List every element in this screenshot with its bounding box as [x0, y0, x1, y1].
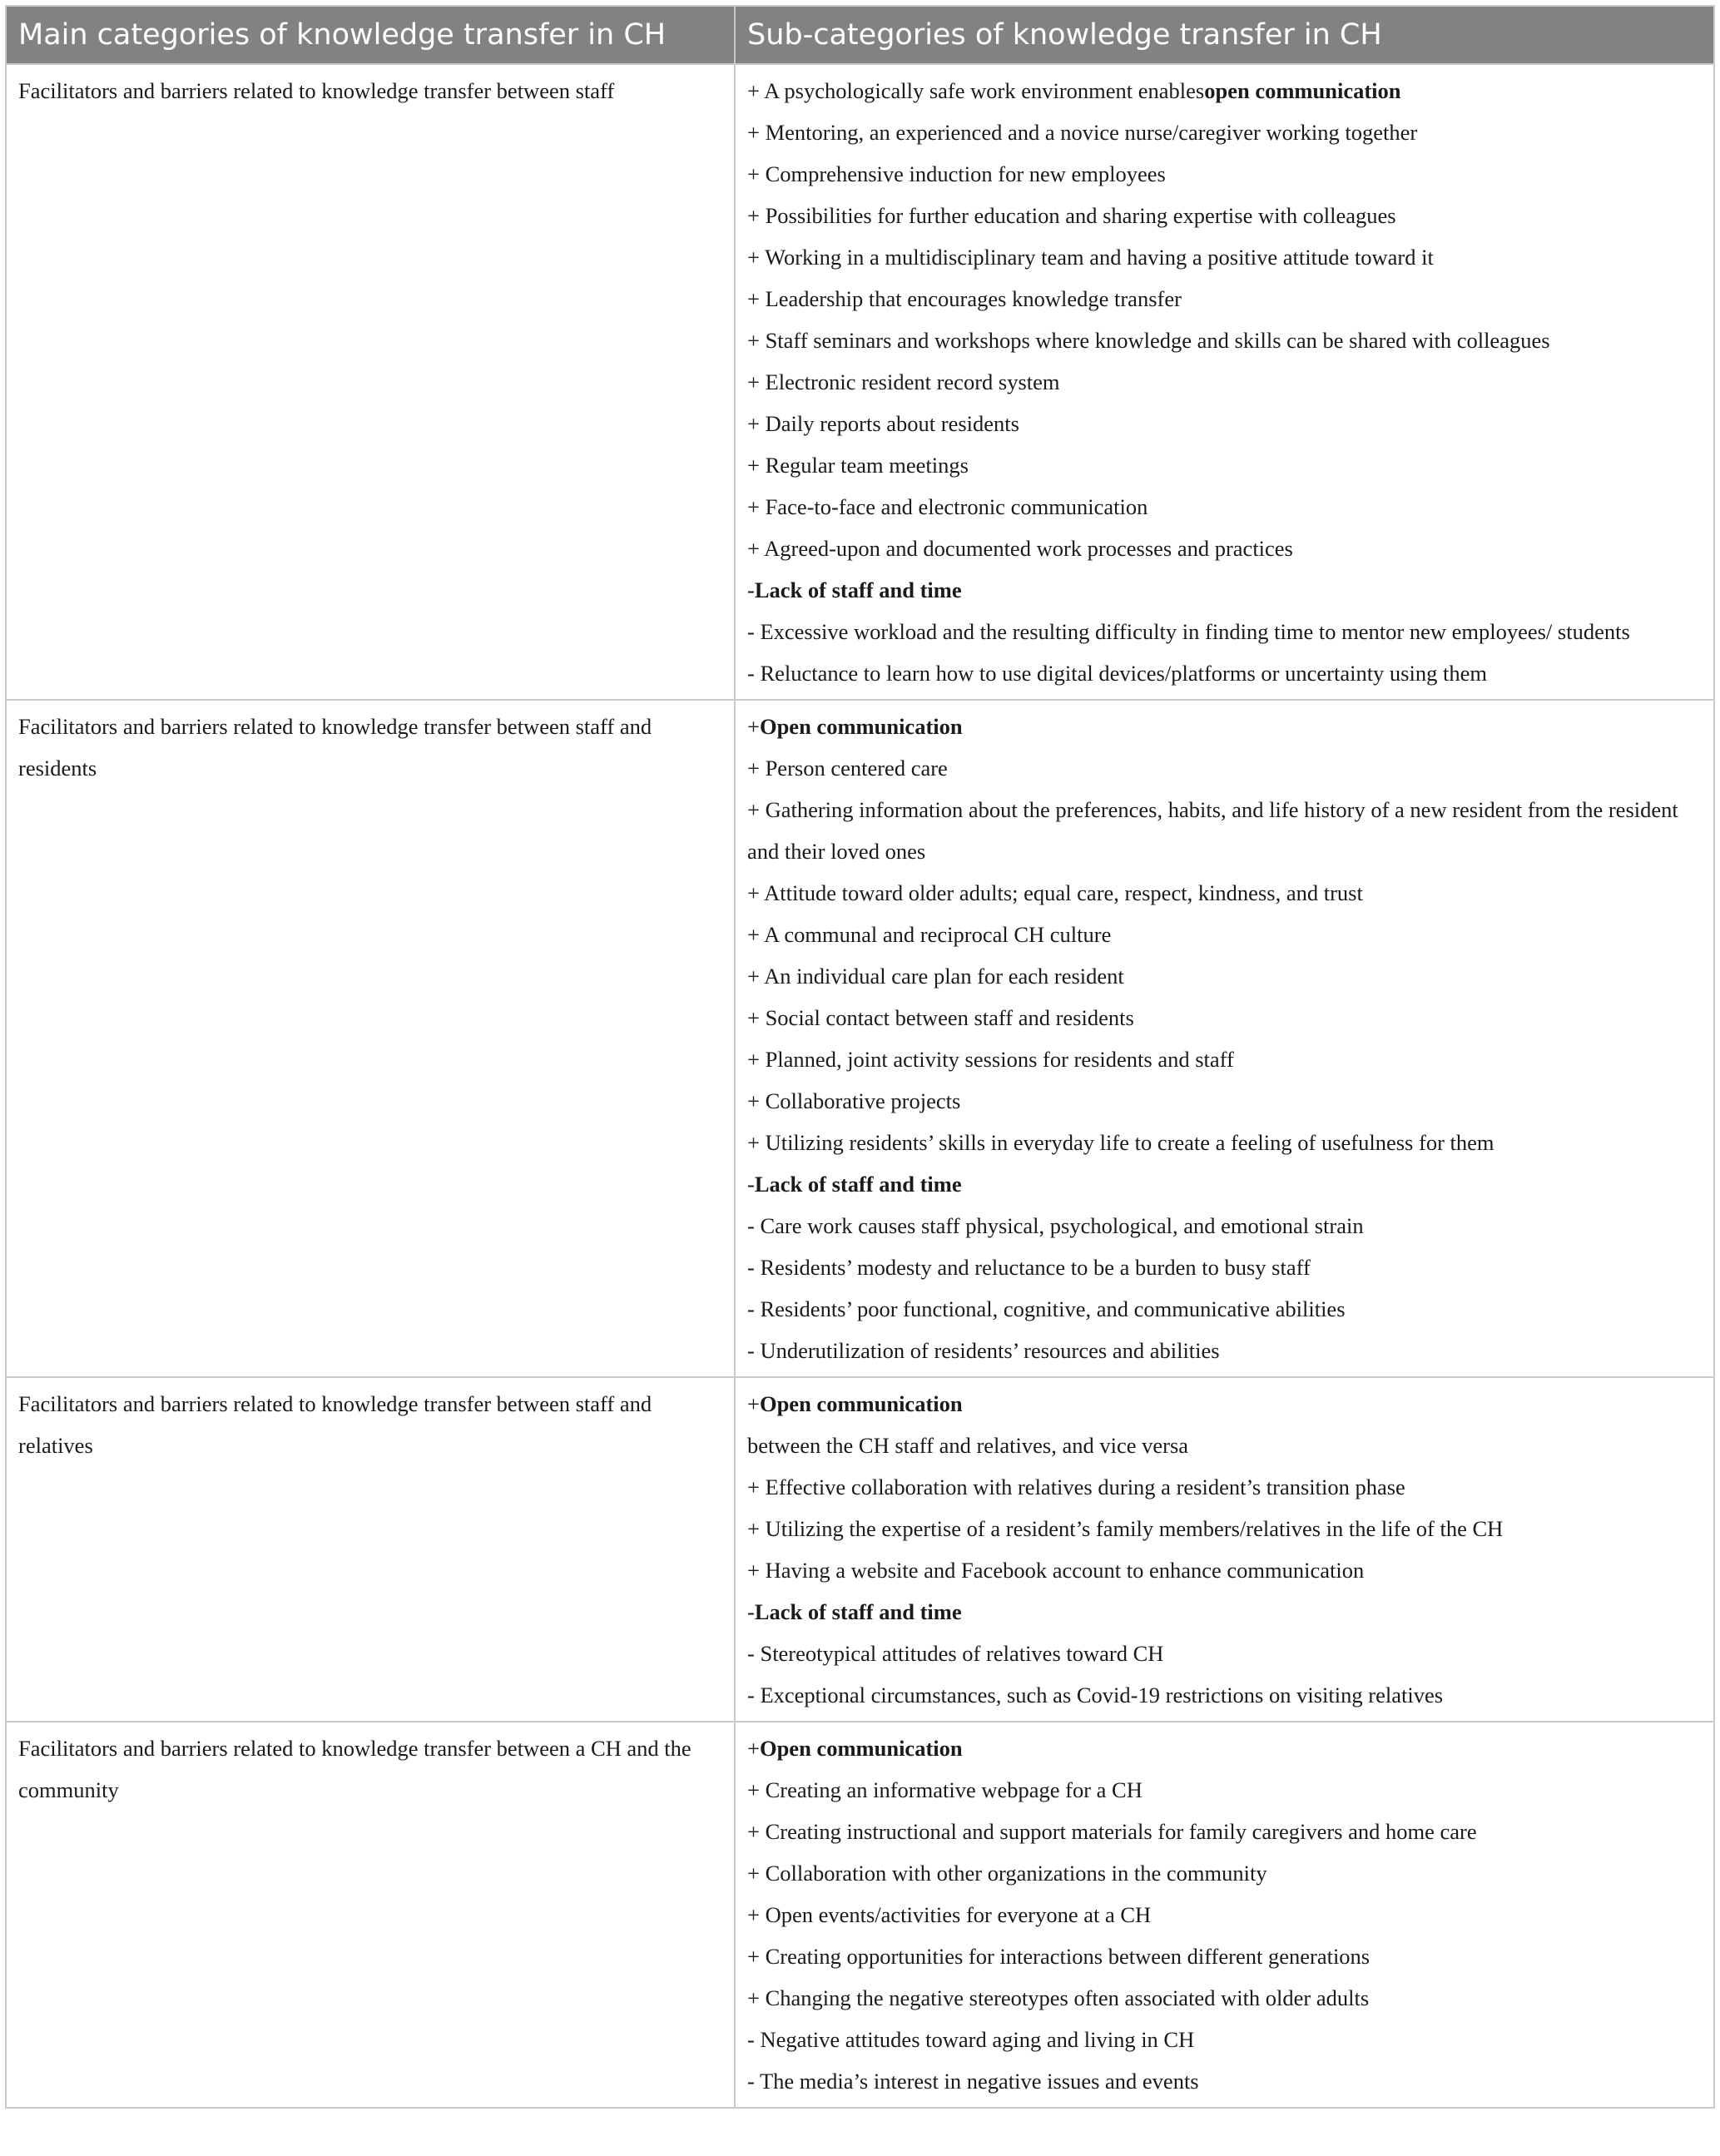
sub-category-text: + A psychologically safe work environment enables [747, 78, 1205, 103]
sub-category-item [747, 1466, 1702, 1508]
main-category-text: Facilitators and barriers related to knowledge transfer between staff and residents [18, 714, 652, 781]
sub-category-item [747, 1122, 1702, 1163]
sub-category-item [747, 1383, 1702, 1425]
sub-category-item [747, 1508, 1702, 1549]
sub-category-item [747, 1633, 1702, 1674]
sub-category-text: - The media’s interest in negative issues and events [747, 2069, 1199, 2094]
sub-category-item [747, 1425, 1702, 1466]
sub-category-text: + Collaborative projects [747, 1088, 961, 1113]
sub-category-text: + Having a website and Facebook account to enhance communication [747, 1558, 1365, 1583]
sub-category-item [747, 2019, 1702, 2060]
sub-category-emphasis: Open communication [759, 1391, 963, 1416]
table-row [6, 1722, 1714, 2108]
sub-category-item [747, 70, 1702, 112]
sub-category-item [747, 1977, 1702, 2019]
sub-category-item [747, 1935, 1702, 1977]
sub-category-item [747, 569, 1702, 611]
main-category-text: Facilitators and barriers related to knowledge transfer between staff and relatives [18, 1391, 652, 1458]
sub-category-item [747, 1038, 1702, 1080]
sub-category-item [747, 236, 1702, 278]
sub-category-item [747, 789, 1702, 872]
sub-category-text: - [747, 1599, 755, 1624]
sub-category-emphasis: Lack of staff and time [754, 577, 962, 602]
sub-category-item [747, 1080, 1702, 1122]
sub-categories-cell [735, 700, 1714, 1377]
knowledge-transfer-table [5, 5, 1715, 2109]
sub-category-item [747, 706, 1702, 747]
sub-category-text: + Utilizing the expertise of a resident’s family members/relatives in the life of the CH [747, 1516, 1504, 1541]
sub-category-item [747, 747, 1702, 789]
sub-category-text: + Creating an informative webpage for a CH [747, 1777, 1143, 1802]
sub-category-item [747, 611, 1702, 652]
sub-category-text: - Residents’ modesty and reluctance to be a burden to busy staff [747, 1255, 1311, 1280]
sub-category-text: + Person centered care [747, 756, 948, 781]
sub-category-text: + Regular team meetings [747, 453, 969, 478]
sub-category-text: + Open events/activities for everyone at a CH [747, 1902, 1152, 1927]
sub-category-item [747, 1330, 1702, 1371]
sub-categories-cell [735, 64, 1714, 700]
sub-category-text: - Residents’ poor functional, cognitive, and communicative abilities [747, 1296, 1346, 1321]
sub-category-text: between the CH staff and relatives, and vice versa [747, 1433, 1189, 1458]
sub-category-text: + Comprehensive induction for new employees [747, 161, 1166, 186]
sub-category-text: + Social contact between staff and residents [747, 1005, 1134, 1030]
sub-category-text: + Effective collaboration with relatives during a resident’s transition phase [747, 1475, 1405, 1499]
sub-category-text: + [747, 1736, 760, 1761]
sub-category-item [747, 1811, 1702, 1852]
table-row [6, 1377, 1714, 1722]
sub-category-item [747, 1247, 1702, 1288]
sub-category-text: - Stereotypical attitudes of relatives toward CH [747, 1641, 1164, 1666]
sub-category-item [747, 1894, 1702, 1935]
sub-category-text: + Changing the negative stereotypes often associated with older adults [747, 1985, 1370, 2010]
column-header-sub-categories: Sub-categories of knowledge transfer in CH [735, 6, 1714, 64]
sub-category-item [747, 1727, 1702, 1769]
sub-category-item [747, 872, 1702, 914]
sub-category-text: + Collaboration with other organizations in the community [747, 1861, 1267, 1886]
sub-category-item [747, 955, 1702, 997]
sub-category-text: + Electronic resident record system [747, 369, 1060, 394]
sub-category-text: + An individual care plan for each resident [747, 964, 1124, 989]
sub-category-item [747, 486, 1702, 528]
main-category-cell [6, 64, 735, 700]
sub-category-item [747, 278, 1702, 320]
sub-categories-cell [735, 1722, 1714, 2108]
sub-category-text: - [747, 1172, 755, 1197]
main-category-cell [6, 1377, 735, 1722]
sub-category-emphasis: Lack of staff and time [754, 1599, 962, 1624]
sub-category-text: - Care work causes staff physical, psychological, and emotional strain [747, 1213, 1364, 1238]
sub-category-text: - Exceptional circumstances, such as Covid-19 restrictions on visiting relatives [747, 1683, 1444, 1707]
main-category-text: Facilitators and barriers related to knowledge transfer between a CH and the community [18, 1736, 691, 1802]
sub-category-item [747, 652, 1702, 694]
sub-category-item [747, 153, 1702, 195]
sub-category-emphasis: Lack of staff and time [754, 1172, 962, 1197]
sub-category-item [747, 997, 1702, 1038]
sub-category-text: + Mentoring, an experienced and a novice nurse/caregiver working together [747, 120, 1418, 145]
sub-category-item [747, 1591, 1702, 1633]
main-category-cell [6, 700, 735, 1377]
sub-category-text: + Planned, joint activity sessions for residents and staff [747, 1047, 1234, 1072]
sub-category-text: - Underutilization of residents’ resources and abilities [747, 1338, 1220, 1363]
header-row [6, 6, 1714, 64]
sub-category-text: + Creating instructional and support materials for family caregivers and home care [747, 1819, 1477, 1844]
sub-category-emphasis: open communication [1204, 78, 1401, 103]
table-row [6, 700, 1714, 1377]
sub-category-emphasis: Open communication [759, 714, 963, 739]
sub-category-text: - [747, 577, 755, 602]
column-header-main-categories: Main categories of knowledge transfer in CH [6, 6, 735, 64]
sub-category-item [747, 320, 1702, 361]
sub-category-text: + Utilizing residents’ skills in everyday life to create a feeling of usefulness for them [747, 1130, 1494, 1155]
sub-category-text: - Negative attitudes toward aging and living in CH [747, 2027, 1195, 2052]
sub-category-item [747, 444, 1702, 486]
sub-category-item [747, 1205, 1702, 1247]
sub-category-text: + Attitude toward older adults; equal care, respect, kindness, and trust [747, 880, 1363, 905]
sub-category-item [747, 1674, 1702, 1716]
sub-category-item [747, 1852, 1702, 1894]
sub-category-text: + Gathering information about the preferences, habits, and life history of a new resident from the resident and their loved ones [747, 797, 1678, 864]
sub-category-text: + Possibilities for further education and sharing expertise with colleagues [747, 203, 1396, 228]
sub-category-item [747, 112, 1702, 153]
sub-category-item [747, 914, 1702, 955]
table-header [6, 6, 1714, 64]
sub-category-text: + [747, 1391, 760, 1416]
sub-category-item [747, 1288, 1702, 1330]
sub-categories-cell [735, 1377, 1714, 1722]
sub-category-text: + Working in a multidisciplinary team and having a positive attitude toward it [747, 245, 1434, 270]
sub-category-item [747, 403, 1702, 444]
sub-category-item [747, 528, 1702, 569]
sub-category-item [747, 1163, 1702, 1205]
main-category-cell [6, 1722, 735, 2108]
table-row [6, 64, 1714, 700]
sub-category-text: + A communal and reciprocal CH culture [747, 922, 1112, 947]
sub-category-emphasis: Open communication [759, 1736, 963, 1761]
sub-category-text: + Staff seminars and workshops where knowledge and skills can be shared with colleagues [747, 328, 1550, 353]
sub-category-text: + Daily reports about residents [747, 411, 1019, 436]
sub-category-text: + Leadership that encourages knowledge transfer [747, 286, 1182, 311]
sub-category-item [747, 2060, 1702, 2102]
sub-category-item [747, 195, 1702, 236]
main-category-text: Facilitators and barriers related to knowledge transfer between staff [18, 78, 615, 103]
table-body [6, 64, 1714, 2108]
sub-category-text: - Reluctance to learn how to use digital devices/platforms or uncertainty using them [747, 661, 1487, 686]
sub-category-text: + [747, 714, 760, 739]
sub-category-text: - Excessive workload and the resulting difficulty in finding time to mentor new employees/ students [747, 619, 1630, 644]
sub-category-text: + Agreed-upon and documented work processes and practices [747, 536, 1293, 561]
sub-category-item [747, 361, 1702, 403]
sub-category-text: + Creating opportunities for interactions between different generations [747, 1944, 1371, 1969]
sub-category-item [747, 1549, 1702, 1591]
sub-category-item [747, 1769, 1702, 1811]
sub-category-text: + Face-to-face and electronic communication [747, 494, 1148, 519]
